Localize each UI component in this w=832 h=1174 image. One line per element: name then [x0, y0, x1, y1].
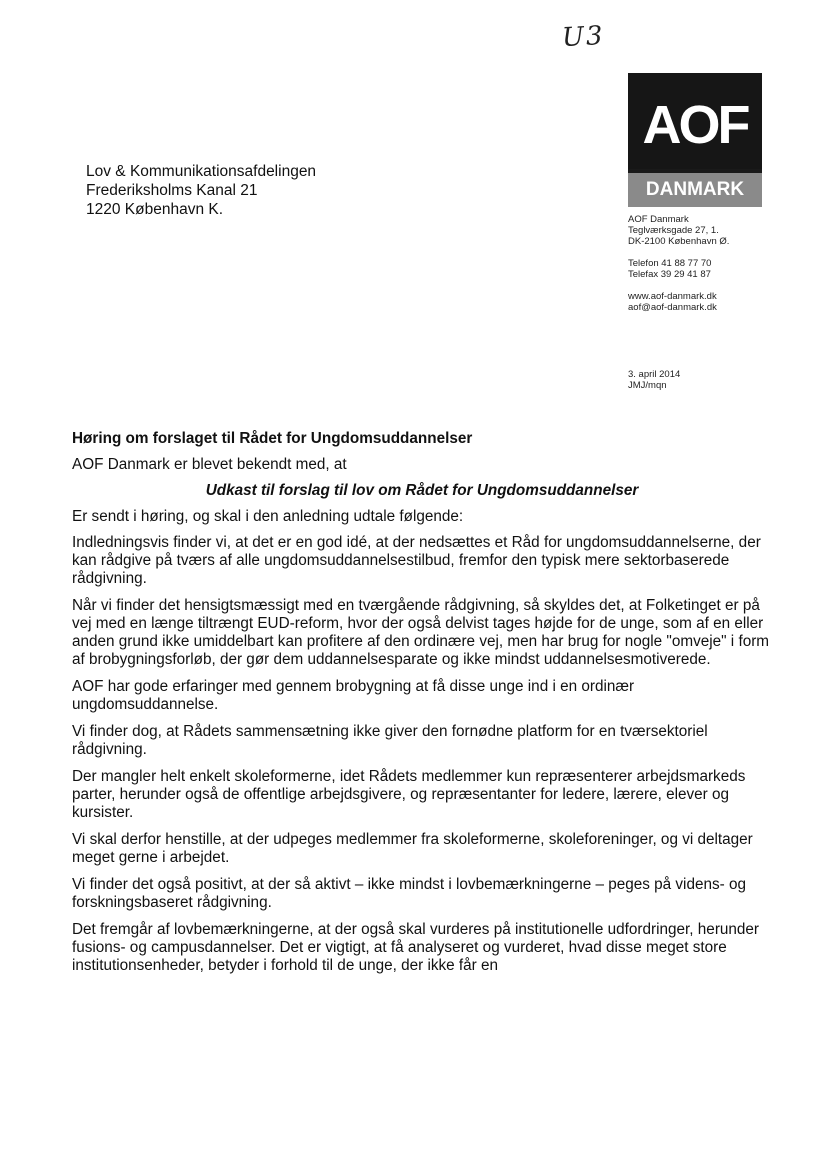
sender-web-link[interactable]: www.aof-danmark.dk: [628, 291, 717, 302]
recipient-address: [86, 162, 316, 219]
draft-law-title: Udkast til forslag til lov om Rådet for Ungdomsuddannelser: [205, 482, 639, 499]
logo-aof-text: AOF: [642, 95, 748, 155]
letter-paragraph-2: Når vi finder det hensigtsmæssigt med en tværgående rådgivning, så skyldes det, at Folketinget er på vej med en længe tiltrængt EUD-reform, hvor der også delvist tages højde for de unge, som af en eller anden grund ikke umiddelbart kan profitere af den ordinære vej, men har brug for nogle "omveje" i form af brobygningsforløb, der gør dem uddannelsesparate og ikke mindst uddannelsesmotiverede.: [72, 597, 770, 668]
letter-intro: AOF Danmark er blevet bekendt med, at: [72, 456, 347, 473]
recipient-line-2: Frederiksholms Kanal 21: [86, 182, 258, 199]
sender-email-link[interactable]: aof@aof-danmark.dk: [628, 302, 717, 313]
recipient-line-3: 1220 København K.: [86, 201, 224, 218]
sender-phone: Telefon 41 88 77 70: [628, 258, 712, 269]
recipient-line-1: Lov & Kommunikationsafdelingen: [86, 163, 317, 180]
date-reference: [628, 369, 680, 391]
sender-phone-block: [628, 258, 729, 280]
sender-fax: Telefax 39 29 41 87: [628, 269, 711, 280]
sender-web-block: [628, 291, 729, 313]
letter-paragraph-1: Indledningsvis finder vi, at det er en god idé, at der nedsættes et Råd for ungdomsuddannelserne, der kan rådgive på tværs af alle ungdomsuddannelsestilbud, fremfor den typisk mere sektorbaserede rådgivning.: [72, 534, 761, 587]
letter-paragraph-3: AOF har gode erfaringer med gennem brobygning at få disse unge ind i en ordinær ungdomsuddannelse.: [72, 678, 635, 713]
letter-paragraph-7: Vi finder det også positivt, at der så aktivt – ikke mindst i lovbemærkningerne – peges på videns- og forskningsbaseret rådgivning.: [72, 876, 746, 911]
letter-paragraph-5: Der mangler helt enkelt skoleformerne, idet Rådets medlemmer kun repræsenterer arbejdsmarkeds parter, herunder også de offentlige arbejdsgivere, og repræsentanter for ledere, lærere, elever og kursister.: [72, 768, 746, 821]
sender-city: DK-2100 København Ø.: [628, 236, 730, 247]
letter-body: [72, 430, 772, 984]
sender-postal: [628, 214, 729, 247]
sender-street: Teglværksgade 27, 1.: [628, 225, 719, 236]
sender-name: AOF Danmark: [628, 214, 689, 225]
handwritten-page-mark: U3: [561, 20, 606, 54]
logo-bottom-block: [628, 173, 762, 207]
letter-paragraph-6: Vi skal derfor henstille, at der udpeges medlemmer fra skoleformerne, skoleforeninger, og vi deltager meget gerne i arbejdet.: [72, 831, 753, 866]
letter-heading: Høring om forslaget til Rådet for Ungdomsuddannelser: [72, 430, 473, 447]
logo-danmark-text: DANMARK: [645, 179, 745, 200]
logo-top-block: [628, 73, 762, 169]
letter-date: 3. april 2014: [628, 369, 681, 380]
letter-reference: JMJ/mqn: [628, 380, 667, 391]
letter-paragraph-8: Det fremgår af lovbemærkningerne, at der også skal vurderes på institutionelle udfordringer, herunder fusions- og campusdannelser. Det er vigtigt, at få analyseret og vurderet, hvad disse meget store institutionsenheder, betyder i forhold til de unge, der ikke får en: [72, 921, 760, 974]
letter-sent-line: Er sendt i høring, og skal i den anledning udtale følgende:: [72, 508, 464, 525]
sender-address: [628, 214, 729, 324]
aof-danmark-logo: [628, 73, 762, 207]
letter-paragraph-4: Vi finder dog, at Rådets sammensætning ikke giver den fornødne platform for en tværsektoriel rådgivning.: [72, 723, 708, 758]
